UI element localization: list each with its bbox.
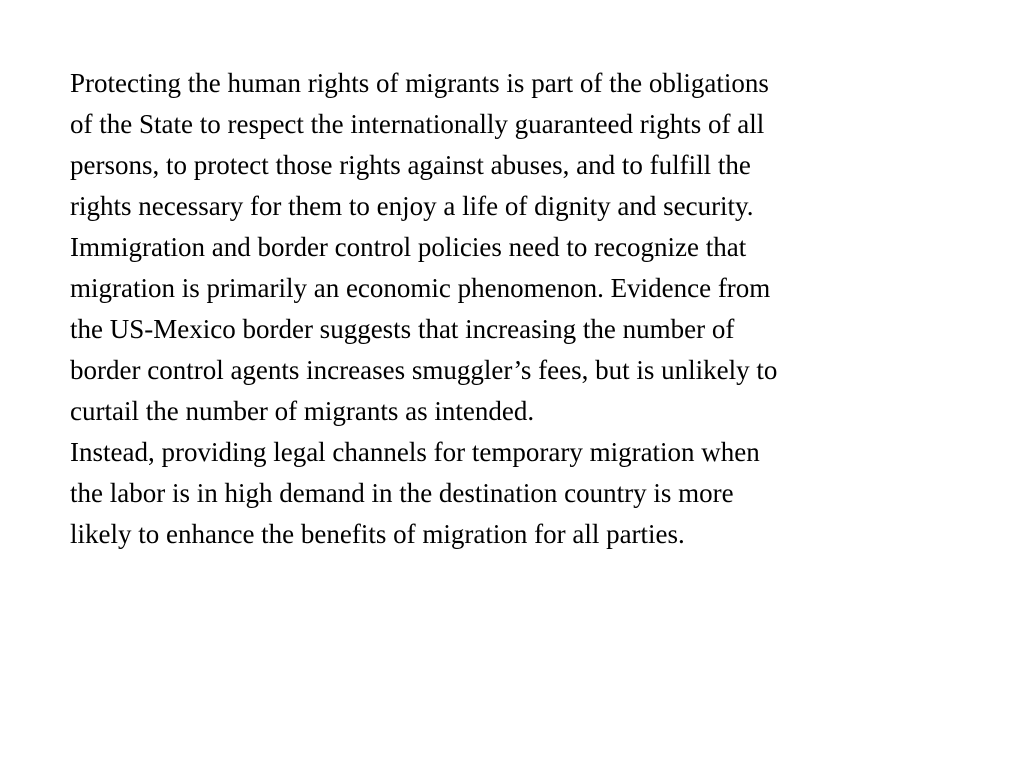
text-line: the labor is in high demand in the destination country is more bbox=[70, 478, 734, 508]
text-line: border control agents increases smuggler’s fees, but is unlikely to bbox=[70, 355, 778, 385]
text-line: the US-Mexico border suggests that increasing the number of bbox=[70, 314, 735, 344]
text-line: rights necessary for them to enjoy a life of dignity and security. bbox=[70, 191, 754, 221]
text-line: Immigration and border control policies need to recognize that bbox=[70, 232, 747, 262]
text-line: persons, to protect those rights against abuses, and to fulfill the bbox=[70, 150, 751, 180]
text-line: of the State to respect the internationally guaranteed rights of all bbox=[70, 109, 765, 139]
text-line: curtail the number of migrants as intended. bbox=[70, 396, 535, 426]
text-line: Protecting the human rights of migrants is part of the obligations bbox=[70, 68, 769, 98]
text-line: Instead, providing legal channels for temporary migration when bbox=[70, 437, 760, 467]
text-line: likely to enhance the benefits of migration for all parties. bbox=[70, 519, 685, 549]
text-line: migration is primarily an economic phenomenon. Evidence from bbox=[70, 273, 771, 303]
body-text bbox=[70, 63, 990, 555]
